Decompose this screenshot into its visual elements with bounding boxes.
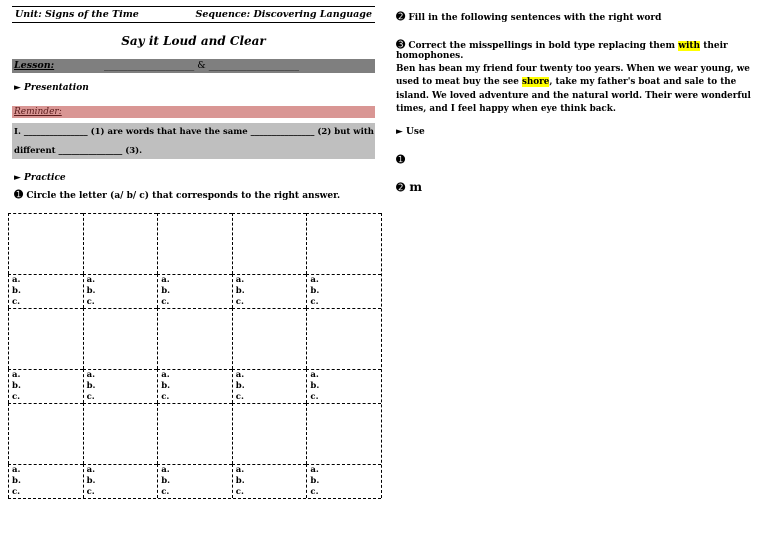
answer-option[interactable]: a. [86,370,96,380]
picture-cell [157,213,232,274]
answer-option[interactable]: b. [161,381,171,391]
lesson-bar [12,59,375,73]
answer-options-cell [157,274,232,308]
answer-options-cell [8,369,83,403]
answer-options-cell [232,274,307,308]
answer-options-cell [232,369,307,403]
picture-cell [232,308,307,369]
definition-box [12,123,375,159]
picture-cell [306,403,381,464]
answer-option[interactable]: a. [161,370,170,380]
answer-option[interactable]: b. [86,286,96,296]
answer-option[interactable]: b. [310,286,320,296]
answer-option[interactable]: a. [161,275,170,285]
answer-option[interactable]: a. [235,275,245,285]
exercise-three-highlight: with [678,41,701,51]
paragraph-after: , take my father's boat and sale to the island. We loved adventure and the natural world. Their were wonderful times, and I feel happy when eye think back. [396,77,751,114]
exercise-three-text-after: their homophones. [396,41,728,61]
presentation-heading: ► Presentation [14,83,89,93]
picture-cell [306,308,381,369]
practice-instruction [14,188,340,201]
number-three-icon: ➌ [396,38,406,51]
paragraph-highlight: shore [521,77,550,88]
picture-answer-grid [8,213,381,500]
answer-option[interactable]: c. [86,392,95,402]
answer-options-cell [306,464,381,498]
answer-option[interactable]: a. [12,370,21,380]
answer-option[interactable]: c. [86,297,95,307]
exercise-three [396,38,768,61]
picture-cell [232,213,307,274]
answer-option[interactable]: a. [310,275,319,285]
answer-option[interactable]: c. [12,297,21,307]
answer-options-cell [306,369,381,403]
picture-cell [232,403,307,464]
answer-option[interactable]: c. [161,487,170,497]
picture-cell [306,213,381,274]
definition-line-2: different _______________ (3). [14,146,143,156]
grid-right-border [381,213,382,498]
answer-option[interactable]: b. [86,476,96,486]
answer-option[interactable]: b. [161,286,171,296]
reminder-bar [12,106,375,118]
answer-option[interactable]: a. [235,465,245,475]
practice-heading: ► Practice [14,173,66,183]
answer-option[interactable]: b. [310,381,320,391]
answer-options-cell [306,274,381,308]
answer-options-cell [83,369,158,403]
reminder-label: Reminder: [14,107,62,117]
answer-option[interactable]: a. [310,370,319,380]
page-title: Say it Loud and Clear [121,34,266,48]
answer-options-cell [83,464,158,498]
exercise-three-text-before: Correct the misspellings in bold type replacing them [408,41,679,51]
answer-options-cell [8,464,83,498]
use-item-one [396,152,405,166]
answer-option[interactable]: a. [86,275,96,285]
paragraph-before: Ben has bean my friend four twenty too years. When we wear young, we used to meat buy the see [396,64,750,88]
answer-option[interactable]: c. [310,297,319,307]
answer-options-cell [232,464,307,498]
sequence-title: Sequence: Discovering Language [195,9,372,20]
number-two-icon: ➋ [396,10,406,23]
picture-cell [8,308,83,369]
answer-option[interactable]: a. [86,465,96,475]
answer-option[interactable]: a. [12,465,21,475]
answer-option[interactable]: c. [310,392,319,402]
practice-instruction-text: Circle the letter (a/ b/ c) that corresponds to the right answer. [26,191,341,201]
answer-option[interactable]: a. [235,370,245,380]
answer-option[interactable]: b. [310,476,320,486]
use-heading: ► Use [396,127,425,137]
picture-cell [83,308,158,369]
picture-cell [83,403,158,464]
answer-option[interactable]: b. [12,476,21,486]
answer-option[interactable]: c. [12,392,21,402]
answer-option[interactable]: c. [235,297,244,307]
answer-option[interactable]: c. [310,487,319,497]
answer-option[interactable]: c. [235,392,244,402]
answer-option[interactable]: b. [12,381,21,391]
answer-options-cell [83,274,158,308]
answer-option[interactable]: a. [310,465,319,475]
grid-bottom-border [8,498,381,499]
picture-cell [8,403,83,464]
picture-cell [8,213,83,274]
picture-cell [83,213,158,274]
definition-line-1: I. _______________ (1) are words that have the same _______________ (2) but with [14,127,374,137]
number-two-icon: ➋ [396,181,406,194]
exercise-two-text: Fill in the following sentences with the right word [408,13,662,23]
answer-option[interactable]: b. [86,381,96,391]
answer-option[interactable]: b. [161,476,171,486]
picture-cell [157,308,232,369]
answer-options-cell [157,464,232,498]
picture-cell [157,403,232,464]
answer-option[interactable]: c. [161,297,170,307]
answer-options-cell [157,369,232,403]
lesson-blanks: ___________________ & ___________________ [104,60,299,71]
answer-option[interactable]: b. [235,381,245,391]
answer-option[interactable]: b. [235,286,245,296]
lesson-label: Lesson: [14,60,55,71]
number-one-icon: ➊ [396,153,406,166]
number-one-icon: ➊ [14,188,24,201]
answer-options-cell [8,274,83,308]
answer-option[interactable]: c. [161,392,170,402]
homophone-paragraph [396,63,756,116]
unit-title: Unit: Signs of the Time [15,9,139,20]
exercise-two [396,10,661,23]
answer-option[interactable]: a. [161,465,170,475]
answer-option[interactable]: c. [12,487,21,497]
use-item-two [396,180,422,194]
unit-header [12,6,375,23]
answer-option[interactable]: b. [235,476,245,486]
answer-option[interactable]: b. [12,286,21,296]
answer-option[interactable]: c. [86,487,95,497]
answer-option[interactable]: c. [235,487,244,497]
use-item-two-text: m [409,180,423,194]
answer-option[interactable]: a. [12,275,21,285]
